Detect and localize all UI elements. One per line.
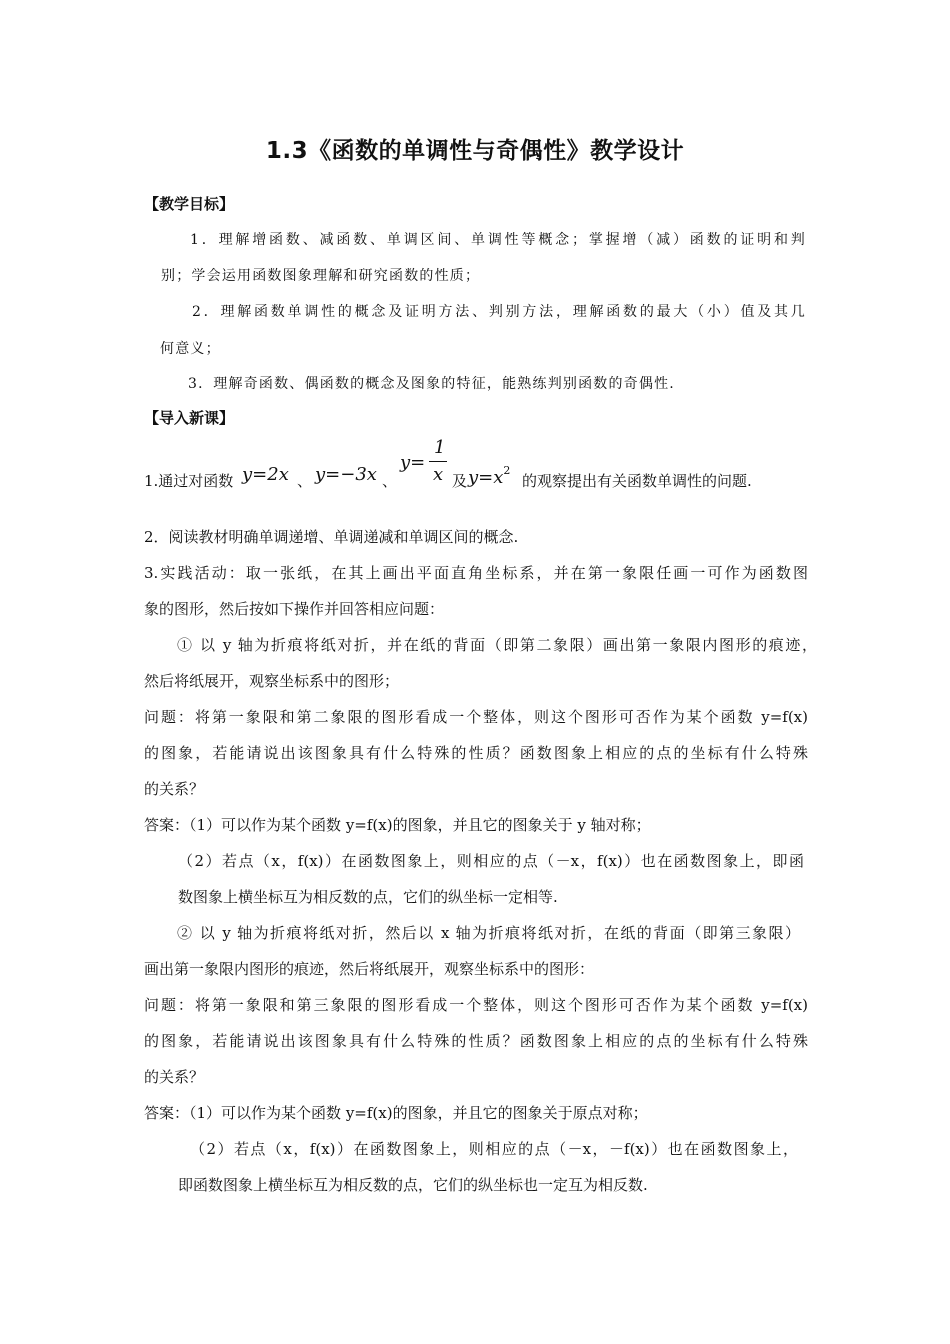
intro-item-1-suffix: 的观察提出有关函数单调性的问题. <box>522 472 752 490</box>
intro-item-3-line-2: 象的图形，然后按如下操作并回答相应问题： <box>144 600 445 618</box>
activity-2-line-1: ② 以 y 轴为折痕将纸对折，然后以 x 轴为折痕将纸对折，在纸的背面（即第三象限） <box>177 924 800 942</box>
formula-y-reciprocal-lhs: y= <box>400 452 426 473</box>
intro-heading: 【导入新课】 <box>144 409 235 427</box>
activity-2-answer-1: 答案：（1）可以作为某个函数 y=f(x)的图象，并且它的图象关于原点对称； <box>144 1104 648 1122</box>
intro-item-2: 2．阅读教材明确单调递增、单调递减和单调区间的概念. <box>144 528 519 546</box>
fraction-bar <box>429 461 447 462</box>
activity-1-answer-1: 答案：（1）可以作为某个函数 y=f(x)的图象，并且它的图象关于 y 轴对称； <box>144 816 651 834</box>
formula-y-2x: y=2x <box>242 464 289 485</box>
separator-2: 、 <box>382 472 398 490</box>
formula-y-x-squared-base: y=x <box>468 467 504 488</box>
activity-2-question-line-2: 的图象，若能请说出该图象具有什么特殊的性质？函数图象上相应的点的坐标有什么特殊 <box>144 1032 808 1050</box>
activity-1-question-line-1: 问题：将第一象限和第二象限的图形看成一个整体，则这个图形可否作为某个函数 y=f(x) <box>144 708 808 726</box>
objective-1-line-1: 1．理解增函数、减函数、单调区间、单调性等概念；掌握增（减）函数的证明和判 <box>190 232 806 248</box>
activity-1-line-1: ① 以 y 轴为折痕将纸对折，并在纸的背面（即第二象限）画出第一象限内图形的痕迹， <box>177 636 817 654</box>
activity-2-answer-2-line-2: 即函数图象上横坐标互为相反数的点，它们的纵坐标也一定互为相反数. <box>178 1176 648 1194</box>
intro-item-3-line-1: 3.实践活动：取一张纸，在其上画出平面直角坐标系，并在第一象限任画一可作为函数图 <box>144 564 808 582</box>
formula-exponent: 2 <box>503 464 511 477</box>
formula-y-x-squared <box>468 464 510 488</box>
activity-1-question-line-2: 的图象，若能请说出该图象具有什么特殊的性质？函数图象上相应的点的坐标有什么特殊 <box>144 744 808 762</box>
separator-1: 、 <box>297 472 313 490</box>
formula-y-neg3x: y=−3x <box>315 464 377 485</box>
activity-2-line-2: 画出第一象限内图形的痕迹，然后将纸展开，观察坐标系中的图形： <box>144 960 595 978</box>
activity-1-line-2: 然后将纸展开，观察坐标系中的图形； <box>144 672 400 690</box>
fraction-denominator: x <box>433 464 444 485</box>
objective-2-line-1: 2．理解函数单调性的概念及证明方法、判别方法，理解函数的最大（小）值及其几 <box>192 304 806 320</box>
objective-1-line-2: 别；学会运用函数图象理解和研究函数的性质； <box>161 268 481 284</box>
conjunction-and: 及 <box>452 472 468 490</box>
objectives-heading: 【教学目标】 <box>144 195 235 213</box>
objective-2-line-2: 何意义； <box>160 341 221 357</box>
activity-2-question-line-1: 问题：将第一象限和第三象限的图形看成一个整体，则这个图形可否作为某个函数 y=f(x) <box>144 996 808 1014</box>
page-title: 1.3《函数的单调性与奇偶性》教学设计 <box>265 138 685 164</box>
fraction-numerator: 1 <box>434 437 446 458</box>
activity-1-answer-2-line-2: 数图象上横坐标互为相反数的点，它们的纵坐标一定相等. <box>178 888 558 906</box>
activity-2-question-line-3: 的关系？ <box>144 1068 205 1086</box>
activity-2-answer-2-line-1: （2）若点（x，f(x)）在函数图象上，则相应的点（－x，－f(x)）也在函数图象上， <box>190 1140 798 1158</box>
objective-3: 3．理解奇函数、偶函数的概念及图象的特征，能熟练判别函数的奇偶性. <box>188 376 675 392</box>
activity-1-answer-2-line-1: （2）若点（x，f(x)）在函数图象上，则相应的点（－x，f(x)）也在函数图象上，即函 <box>178 852 804 870</box>
intro-item-1-prefix: 1.通过对函数 <box>144 472 234 490</box>
activity-1-question-line-3: 的关系？ <box>144 780 205 798</box>
